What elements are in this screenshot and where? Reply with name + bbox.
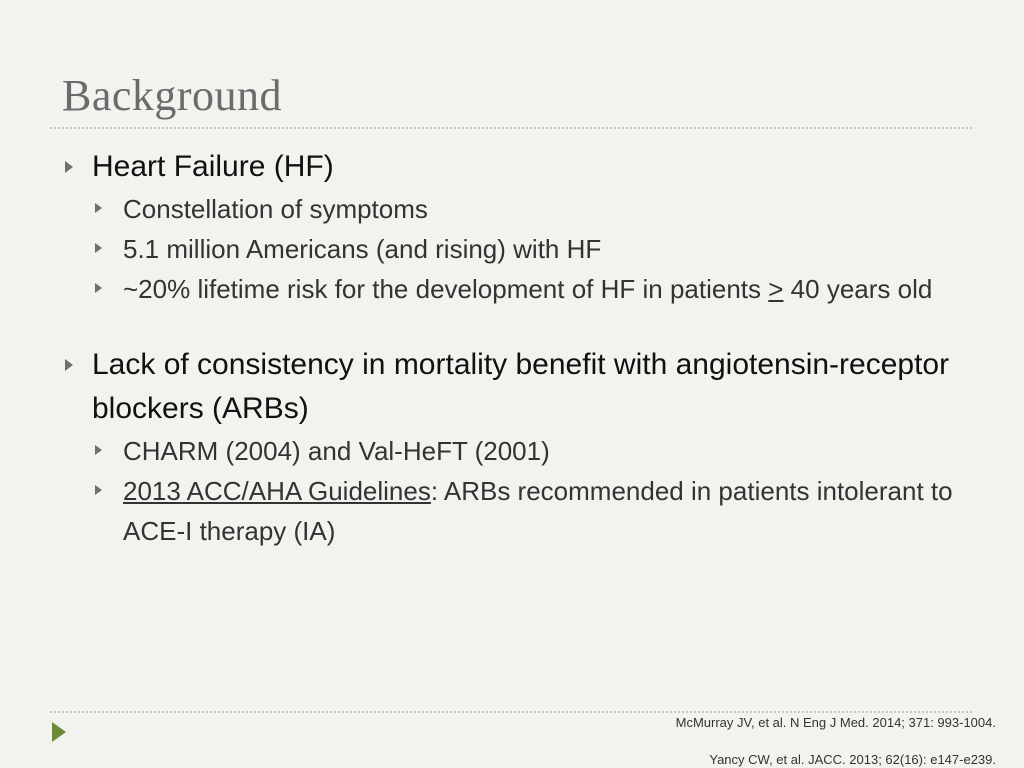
triangle-right-icon: [95, 485, 102, 495]
slide-title: Background: [62, 71, 283, 120]
sub-bullet-item: [62, 269, 962, 309]
sub-bullet-item: [62, 229, 962, 269]
footer-divider: [50, 711, 972, 713]
title-divider: [50, 127, 972, 129]
triangle-right-icon: [95, 203, 102, 213]
sub-bullet-item: [62, 471, 962, 551]
sub-bullet-text: 5.1 million Americans (and rising) with HF: [123, 234, 602, 264]
sub-bullet-text-part: ~20% lifetime risk for the development of HF in patients: [123, 274, 769, 304]
bullet-text: Heart Failure (HF): [92, 150, 334, 183]
gte-symbol: >: [768, 274, 784, 304]
bullet-list: [62, 145, 962, 551]
triangle-right-icon: [95, 243, 102, 253]
triangle-right-icon: [52, 722, 66, 742]
sub-bullet-item: [62, 189, 962, 229]
reference-citation: Yancy CW, et al. JACC. 2013; 62(16): e147-e239.: [709, 752, 996, 767]
bullet-item: [62, 145, 962, 189]
reference-citation: McMurray JV, et al. N Eng J Med. 2014; 371: 993-1004.: [675, 715, 996, 730]
bullet-text: Lack of consistency in mortality benefit with angiotensin-receptor blockers (ARBs): [92, 348, 950, 425]
sub-bullet-text: CHARM (2004) and Val-HeFT (2001): [123, 436, 550, 466]
triangle-right-icon: [65, 359, 73, 371]
triangle-right-icon: [95, 283, 102, 293]
guidelines-link-text: 2013 ACC/AHA Guidelines: [123, 476, 431, 506]
bullet-item: [62, 343, 962, 431]
spacer: [62, 309, 962, 343]
sub-bullet-text-part: 40 years old: [783, 274, 933, 304]
triangle-right-icon: [65, 161, 73, 173]
sub-bullet-text: Constellation of symptoms: [123, 194, 428, 224]
sub-bullet-text-part: : ARBs recommended in patients intolerant to ACE-I therapy (IA): [123, 476, 953, 546]
sub-bullet-item: [62, 431, 962, 471]
triangle-right-icon: [95, 445, 102, 455]
